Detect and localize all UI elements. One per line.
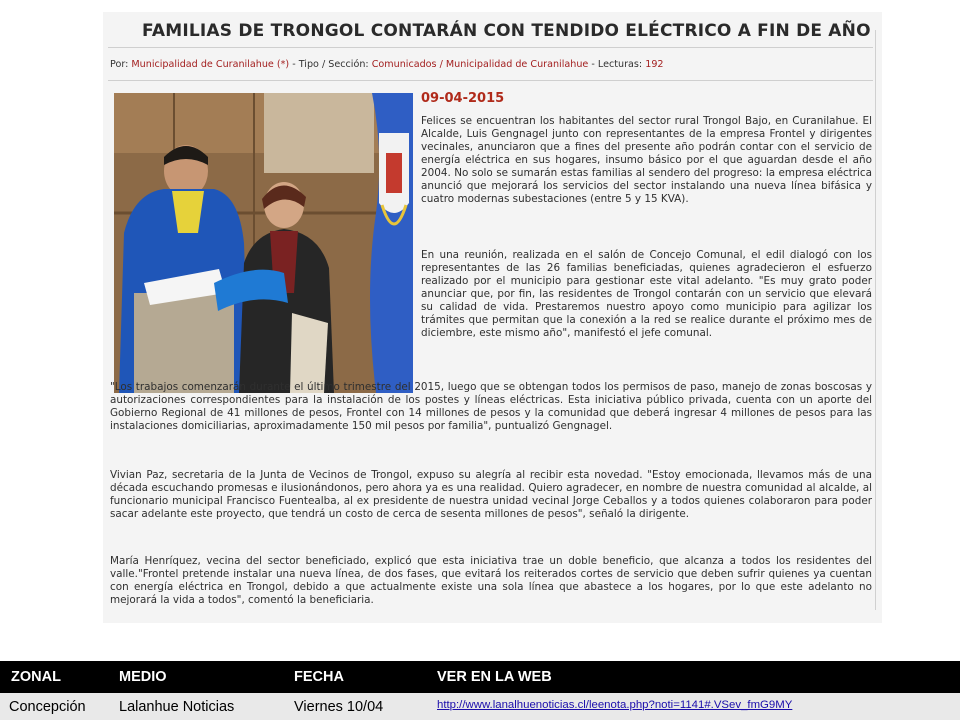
meta-separator: - Tipo / Sección: — [289, 59, 372, 70]
footer-header-medio: MEDIO — [119, 669, 167, 685]
footer-header-fecha: FECHA — [294, 669, 344, 685]
footer-header-zonal: ZONAL — [11, 669, 61, 685]
meta-separator-2: - Lecturas: — [588, 59, 646, 70]
article-headline: FAMILIAS DE TRONGOL CONTARÁN CON TENDIDO ELÉCTRICO A FIN DE AÑO — [142, 21, 871, 41]
article-date: 09-04-2015 — [421, 91, 505, 106]
footer-web-link[interactable]: http://www.lanalhuenoticias.cl/leenota.php?noti=1141#.VSev_fmG9MY — [437, 699, 793, 711]
article-paragraph-5: María Henríquez, vecina del sector beneficiado, explicó que esta iniciativa trae un doble beneficio, que alcanza a todos los residentes del valle."Frontel pretende instalar una nueva línea, de dos fases, que evitará los reiterados cortes de servicio que deben sufrir quienes ya cuentan con energía eléctrica en Trongol, debido a que actualmente existe una sola línea que abastece a los hogares, por lo que este adelanto no mejorará la vida a todos", comentó la beneficiaria. — [110, 555, 872, 606]
footer-header-web: VER EN LA WEB — [437, 669, 552, 685]
meta-author[interactable]: Municipalidad de Curanilahue (*) — [131, 59, 290, 70]
article-paragraph-1: Felices se encuentran los habitantes del sector rural Trongol Bajo, en Curanilahue. El Alcalde, Luis Gengnagel junto con representantes de la empresa Frontel y dirigentes vecinales, anunciaron que a fines del presente año podrán contar con el servicio de energía eléctrica en sus hogares, insumo básico por el que aguardan desde el año 2004. No solo se sumarán estas familias al sendero del progreso: la empresa eléctrica anunció que mejorará los servicios del sector instalando una nueva línea bifásica y cuatro modernas subestaciones (entre 5 y 15 KVA). — [421, 115, 872, 205]
headline-divider — [108, 47, 873, 48]
article-meta — [110, 59, 664, 70]
meta-divider — [108, 80, 873, 81]
footer-zonal-value: Concepción — [9, 699, 86, 715]
meta-section[interactable]: Comunicados / Municipalidad de Curanilahue — [371, 59, 589, 70]
article-photo — [114, 93, 413, 393]
vertical-divider — [875, 30, 876, 610]
footer-fecha-value: Viernes 10/04 — [294, 699, 384, 715]
article-paragraph-3: "Los trabajos comenzarán durante el último trimestre del 2015, luego que se obtengan todos los permisos de paso, manejo de zonas boscosas y autorizaciones correspondientes para la instalación de los postes y líneas eléctricas. Esta iniciativa público privada, cuenta con un aporte del Gobierno Regional de 41 millones de pesos, Frontel con 14 millones de pesos y la comunidad que deberá ingresar 4 millones de pesos para las instalaciones domiciliarias, aproximadamente 150 mil pesos por familia", puntualizó Gengnagel. — [110, 381, 872, 432]
meta-reads: 192 — [645, 59, 664, 70]
photo-illustration — [114, 93, 413, 393]
article-paragraph-4: Vivian Paz, secretaria de la Junta de Vecinos de Trongol, expuso su alegría al recibir esta novedad. "Estoy emocionada, llevamos más de una década escuchando promesas e ilusionándonos, pero ahora ya es una realidad. Quiero agradecer, en nombre de nuestra comunidad al alcalde, al funcionario municipal Francisco Fuentealba, al ex presidente de nuestra unidad vecinal Jorge Ceballos y a todos quienes colaboraron para poder sacar adelante este proyecto, que tendrá un costo de cerca de sesenta millones de pesos", señaló la dirigente. — [110, 469, 872, 520]
article-paragraph-2: En una reunión, realizada en el salón de Concejo Comunal, el edil dialogó con los representantes de las 26 familias beneficiadas, quienes agradecieron el esfuerzo realizado por el municipio para gestionar este vital adelanto. "Es muy grato poder anunciar que, por fin, las residentes de Trongol contarán con un servicio que elevará su calidad de vida. Prestaremos nuestro apoyo como municipio para agilizar los trámites que permitan que la conexión a la red se realice durante el próximo mes de diciembre, este mismo año", manifestó el jefe comunal. — [421, 249, 872, 339]
footer-values-row — [0, 693, 960, 720]
meta-prefix: Por: — [110, 59, 132, 70]
news-clipping — [103, 12, 882, 623]
footer-header-bar — [0, 661, 960, 693]
footer-medio-value: Lalanhue Noticias — [119, 699, 235, 715]
